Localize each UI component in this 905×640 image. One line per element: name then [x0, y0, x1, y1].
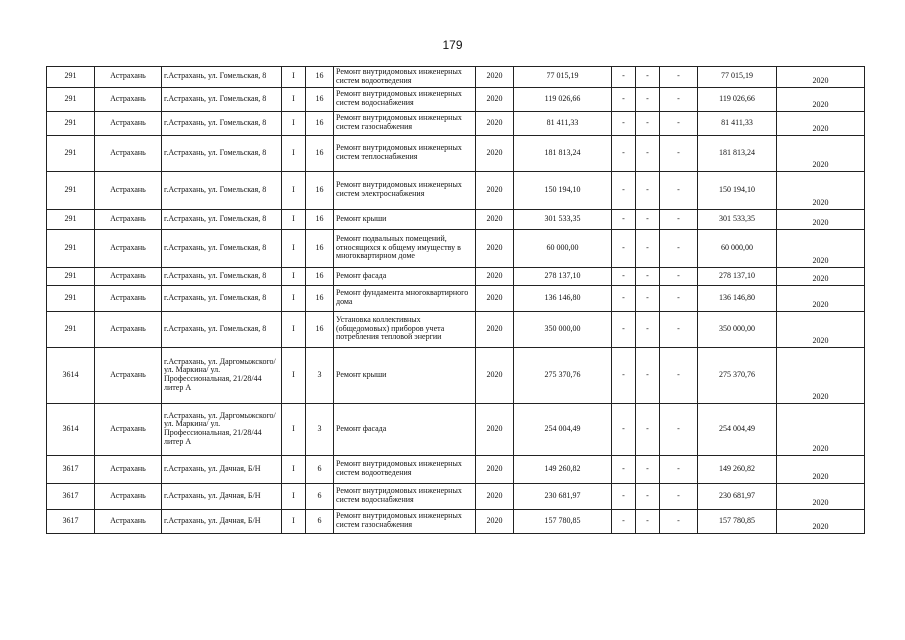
row-work-type: Ремонт подвальных помещений, относящихся к общему имуществу в многоквартирном доме [334, 229, 476, 267]
row-dash-1: - [612, 403, 636, 455]
row-dash-1: - [612, 229, 636, 267]
row-city: Астрахань [95, 347, 162, 403]
row-year: 2020 [476, 209, 514, 229]
row-year: 2020 [476, 267, 514, 285]
table-row [47, 455, 865, 483]
row-dash-2: - [636, 403, 660, 455]
row-city: Астрахань [95, 209, 162, 229]
row-end-year: 2020 [777, 87, 865, 111]
row-category: I [282, 311, 306, 347]
table-row [47, 171, 865, 209]
row-work-type: Ремонт внутридомовых инженерных систем газоснабжения [334, 111, 476, 135]
row-floors: 16 [306, 171, 334, 209]
row-end-year: 2020 [777, 455, 865, 483]
row-end-year: 2020 [777, 483, 865, 509]
row-dash-1: - [612, 483, 636, 509]
row-address: г.Астрахань, ул. Дачная, Б/Н [162, 509, 282, 533]
row-category: I [282, 267, 306, 285]
table-row [47, 509, 865, 533]
row-end-year: 2020 [777, 347, 865, 403]
row-dash-3: - [660, 111, 698, 135]
row-id: 3614 [47, 403, 95, 455]
row-address: г.Астрахань, ул. Гомельская, 8 [162, 67, 282, 88]
row-category: I [282, 403, 306, 455]
row-dash-1: - [612, 311, 636, 347]
row-category: I [282, 509, 306, 533]
row-total: 77 015,19 [698, 67, 777, 88]
row-dash-2: - [636, 135, 660, 171]
row-id: 291 [47, 285, 95, 311]
row-dash-1: - [612, 135, 636, 171]
row-end-year: 2020 [777, 111, 865, 135]
row-dash-3: - [660, 483, 698, 509]
row-id: 291 [47, 209, 95, 229]
row-year: 2020 [476, 171, 514, 209]
row-id: 291 [47, 311, 95, 347]
row-year: 2020 [476, 311, 514, 347]
table-row [47, 209, 865, 229]
row-year: 2020 [476, 285, 514, 311]
row-address: г.Астрахань, ул. Гомельская, 8 [162, 209, 282, 229]
row-id: 291 [47, 67, 95, 88]
row-dash-1: - [612, 285, 636, 311]
row-city: Астрахань [95, 403, 162, 455]
row-city: Астрахань [95, 285, 162, 311]
row-dash-3: - [660, 87, 698, 111]
row-id: 291 [47, 171, 95, 209]
row-category: I [282, 285, 306, 311]
row-address: г.Астрахань, ул. Дачная, Б/Н [162, 455, 282, 483]
row-total: 254 004,49 [698, 403, 777, 455]
row-floors: 6 [306, 509, 334, 533]
row-address: г.Астрахань, ул. Дачная, Б/Н [162, 483, 282, 509]
row-cost: 77 015,19 [514, 67, 612, 88]
row-dash-1: - [612, 209, 636, 229]
row-dash-3: - [660, 509, 698, 533]
row-cost: 81 411,33 [514, 111, 612, 135]
row-dash-3: - [660, 403, 698, 455]
row-dash-2: - [636, 87, 660, 111]
works-table [46, 66, 865, 534]
row-floors: 16 [306, 209, 334, 229]
row-floors: 16 [306, 87, 334, 111]
row-floors: 16 [306, 285, 334, 311]
row-end-year: 2020 [777, 229, 865, 267]
row-city: Астрахань [95, 483, 162, 509]
row-floors: 16 [306, 267, 334, 285]
row-total: 230 681,97 [698, 483, 777, 509]
row-total: 60 000,00 [698, 229, 777, 267]
row-dash-2: - [636, 509, 660, 533]
table-row [47, 135, 865, 171]
table-row [47, 267, 865, 285]
row-dash-2: - [636, 67, 660, 88]
row-work-type: Ремонт фундамента многоквартирного дома [334, 285, 476, 311]
row-work-type: Ремонт крыши [334, 347, 476, 403]
row-work-type: Установка коллективных (общедомовых) приборов учета потребления тепловой энергии [334, 311, 476, 347]
row-address: г.Астрахань, ул. Гомельская, 8 [162, 87, 282, 111]
row-cost: 136 146,80 [514, 285, 612, 311]
row-id: 3617 [47, 455, 95, 483]
row-id: 291 [47, 229, 95, 267]
row-dash-2: - [636, 229, 660, 267]
row-dash-3: - [660, 455, 698, 483]
row-address: г.Астрахань, ул. Гомельская, 8 [162, 311, 282, 347]
row-city: Астрахань [95, 111, 162, 135]
row-cost: 350 000,00 [514, 311, 612, 347]
row-year: 2020 [476, 455, 514, 483]
table-row [47, 67, 865, 88]
row-cost: 60 000,00 [514, 229, 612, 267]
row-year: 2020 [476, 111, 514, 135]
row-city: Астрахань [95, 67, 162, 88]
row-year: 2020 [476, 347, 514, 403]
row-category: I [282, 209, 306, 229]
row-dash-2: - [636, 209, 660, 229]
row-cost: 230 681,97 [514, 483, 612, 509]
row-city: Астрахань [95, 87, 162, 111]
row-id: 291 [47, 87, 95, 111]
row-year: 2020 [476, 483, 514, 509]
row-city: Астрахань [95, 455, 162, 483]
row-city: Астрахань [95, 267, 162, 285]
row-total: 119 026,66 [698, 87, 777, 111]
row-work-type: Ремонт внутридомовых инженерных систем водоснабжения [334, 87, 476, 111]
row-id: 3617 [47, 483, 95, 509]
row-cost: 254 004,49 [514, 403, 612, 455]
row-total: 350 000,00 [698, 311, 777, 347]
row-cost: 301 533,35 [514, 209, 612, 229]
row-category: I [282, 229, 306, 267]
row-work-type: Ремонт фасада [334, 267, 476, 285]
row-work-type: Ремонт внутридомовых инженерных систем газоснабжения [334, 509, 476, 533]
row-work-type: Ремонт крыши [334, 209, 476, 229]
table-row [47, 403, 865, 455]
row-id: 291 [47, 111, 95, 135]
row-end-year: 2020 [777, 509, 865, 533]
row-city: Астрахань [95, 509, 162, 533]
row-work-type: Ремонт фасада [334, 403, 476, 455]
row-floors: 16 [306, 111, 334, 135]
row-work-type: Ремонт внутридомовых инженерных систем водоснабжения [334, 483, 476, 509]
row-total: 136 146,80 [698, 285, 777, 311]
row-total: 181 813,24 [698, 135, 777, 171]
row-address: г.Астрахань, ул. Даргомыжского/ул. Маркина/ ул. Профессиональная, 21/28/44 литер А [162, 347, 282, 403]
row-year: 2020 [476, 87, 514, 111]
table-row [47, 347, 865, 403]
row-total: 149 260,82 [698, 455, 777, 483]
row-address: г.Астрахань, ул. Гомельская, 8 [162, 267, 282, 285]
row-address: г.Астрахань, ул. Гомельская, 8 [162, 285, 282, 311]
table-row [47, 311, 865, 347]
row-dash-3: - [660, 229, 698, 267]
row-id: 291 [47, 135, 95, 171]
row-category: I [282, 87, 306, 111]
row-cost: 157 780,85 [514, 509, 612, 533]
row-cost: 149 260,82 [514, 455, 612, 483]
row-city: Астрахань [95, 171, 162, 209]
row-total: 301 533,35 [698, 209, 777, 229]
row-city: Астрахань [95, 229, 162, 267]
row-dash-1: - [612, 455, 636, 483]
row-address: г.Астрахань, ул. Гомельская, 8 [162, 111, 282, 135]
row-category: I [282, 347, 306, 403]
row-dash-2: - [636, 311, 660, 347]
row-address: г.Астрахань, ул. Даргомыжского/ул. Маркина/ ул. Профессиональная, 21/28/44 литер А [162, 403, 282, 455]
row-cost: 119 026,66 [514, 87, 612, 111]
row-dash-2: - [636, 111, 660, 135]
row-floors: 6 [306, 455, 334, 483]
row-dash-1: - [612, 509, 636, 533]
row-cost: 150 194,10 [514, 171, 612, 209]
row-floors: 3 [306, 403, 334, 455]
row-cost: 275 370,76 [514, 347, 612, 403]
row-dash-1: - [612, 171, 636, 209]
row-category: I [282, 483, 306, 509]
row-cost: 181 813,24 [514, 135, 612, 171]
row-dash-2: - [636, 267, 660, 285]
row-dash-3: - [660, 347, 698, 403]
row-address: г.Астрахань, ул. Гомельская, 8 [162, 171, 282, 209]
row-dash-3: - [660, 171, 698, 209]
row-address: г.Астрахань, ул. Гомельская, 8 [162, 135, 282, 171]
row-city: Астрахань [95, 311, 162, 347]
row-floors: 16 [306, 67, 334, 88]
row-floors: 16 [306, 229, 334, 267]
row-category: I [282, 135, 306, 171]
row-total: 81 411,33 [698, 111, 777, 135]
row-cost: 278 137,10 [514, 267, 612, 285]
row-category: I [282, 111, 306, 135]
row-dash-1: - [612, 347, 636, 403]
table-row [47, 483, 865, 509]
row-floors: 16 [306, 135, 334, 171]
row-dash-3: - [660, 311, 698, 347]
row-end-year: 2020 [777, 171, 865, 209]
row-dash-1: - [612, 267, 636, 285]
row-dash-2: - [636, 483, 660, 509]
row-id: 3614 [47, 347, 95, 403]
row-year: 2020 [476, 509, 514, 533]
row-total: 275 370,76 [698, 347, 777, 403]
row-work-type: Ремонт внутридомовых инженерных систем водоотведения [334, 455, 476, 483]
table-row [47, 111, 865, 135]
row-year: 2020 [476, 135, 514, 171]
row-dash-3: - [660, 267, 698, 285]
row-dash-2: - [636, 455, 660, 483]
row-dash-2: - [636, 347, 660, 403]
row-work-type: Ремонт внутридомовых инженерных систем электроснабжения [334, 171, 476, 209]
row-dash-3: - [660, 209, 698, 229]
row-dash-2: - [636, 171, 660, 209]
row-city: Астрахань [95, 135, 162, 171]
row-total: 157 780,85 [698, 509, 777, 533]
row-id: 3617 [47, 509, 95, 533]
row-address: г.Астрахань, ул. Гомельская, 8 [162, 229, 282, 267]
row-end-year: 2020 [777, 67, 865, 88]
row-dash-1: - [612, 111, 636, 135]
table-row [47, 285, 865, 311]
table-row [47, 229, 865, 267]
row-floors: 16 [306, 311, 334, 347]
row-id: 291 [47, 267, 95, 285]
row-floors: 3 [306, 347, 334, 403]
table-body [47, 67, 865, 534]
page-number: 179 [442, 38, 463, 52]
row-category: I [282, 171, 306, 209]
row-total: 278 137,10 [698, 267, 777, 285]
row-dash-3: - [660, 285, 698, 311]
row-end-year: 2020 [777, 285, 865, 311]
row-category: I [282, 67, 306, 88]
row-dash-2: - [636, 285, 660, 311]
row-year: 2020 [476, 67, 514, 88]
row-end-year: 2020 [777, 209, 865, 229]
row-dash-1: - [612, 87, 636, 111]
row-total: 150 194,10 [698, 171, 777, 209]
row-end-year: 2020 [777, 267, 865, 285]
row-work-type: Ремонт внутридомовых инженерных систем теплоснабжения [334, 135, 476, 171]
row-dash-3: - [660, 135, 698, 171]
row-end-year: 2020 [777, 311, 865, 347]
row-year: 2020 [476, 403, 514, 455]
row-floors: 6 [306, 483, 334, 509]
row-dash-1: - [612, 67, 636, 88]
row-end-year: 2020 [777, 135, 865, 171]
row-category: I [282, 455, 306, 483]
row-year: 2020 [476, 229, 514, 267]
row-dash-3: - [660, 67, 698, 88]
row-end-year: 2020 [777, 403, 865, 455]
table-row [47, 87, 865, 111]
row-work-type: Ремонт внутридомовых инженерных систем водоотведения [334, 67, 476, 88]
